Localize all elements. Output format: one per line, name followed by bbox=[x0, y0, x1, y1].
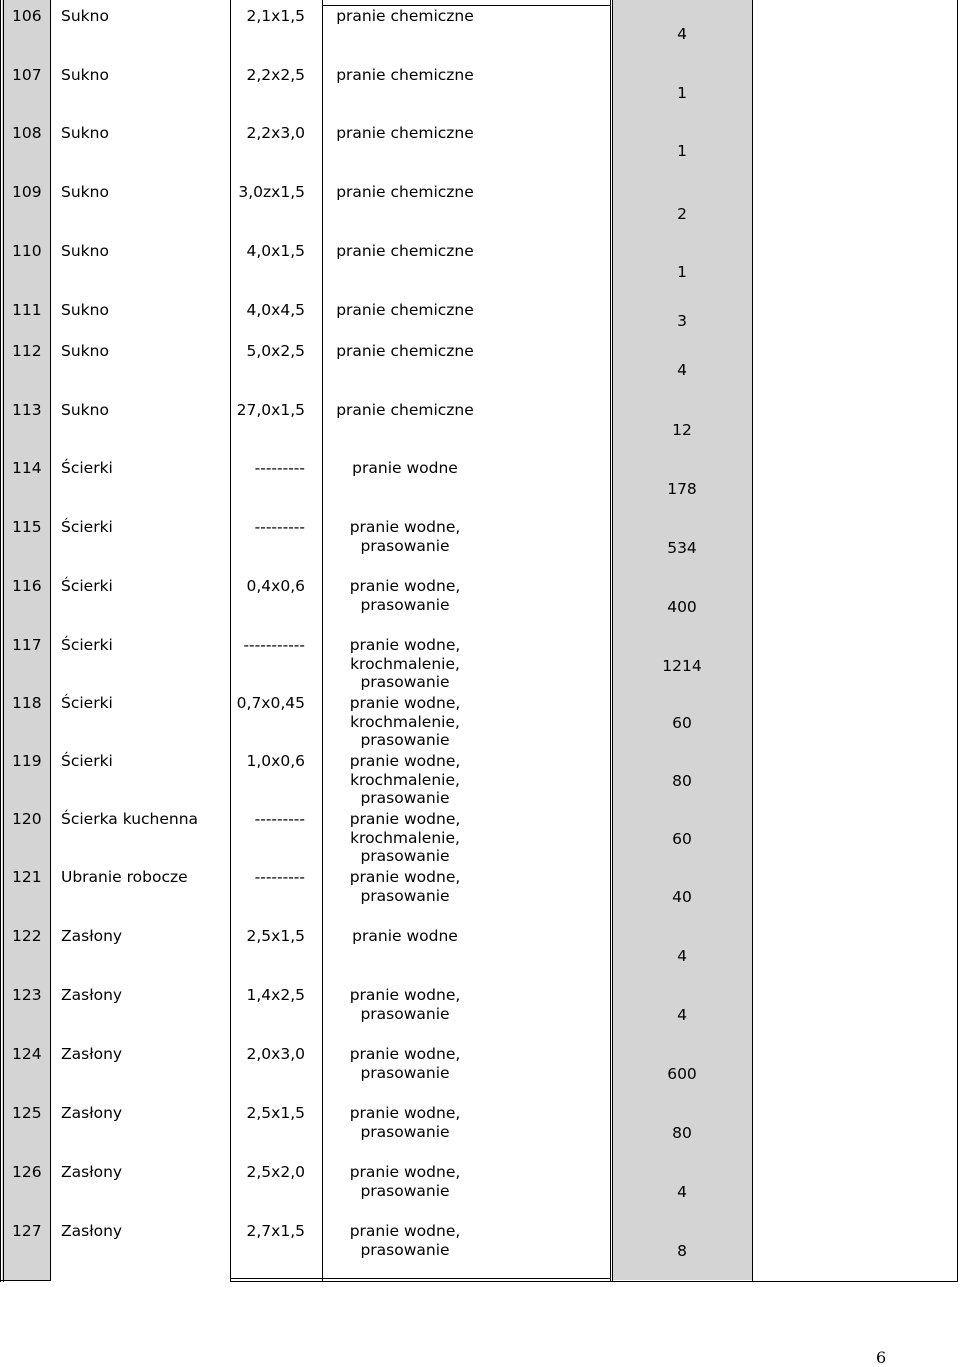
item-size: 27,0x1,5 bbox=[236, 401, 305, 419]
item-number: 116 bbox=[12, 577, 42, 595]
item-quantity: 400 bbox=[667, 598, 697, 616]
item-quantity: 60 bbox=[672, 830, 692, 848]
item-number: 125 bbox=[12, 1104, 42, 1122]
item-process: pranie wodne, prasowanie bbox=[349, 868, 461, 905]
item-name: Ścierki bbox=[61, 577, 113, 595]
quantity-column-shading bbox=[612, 0, 752, 1280]
item-quantity: 60 bbox=[672, 714, 692, 732]
item-process: pranie wodne, prasowanie bbox=[349, 1104, 461, 1141]
item-process: pranie wodne, prasowanie bbox=[349, 986, 461, 1023]
item-quantity: 534 bbox=[667, 539, 697, 557]
item-number: 119 bbox=[12, 752, 42, 770]
bottom-rule bbox=[230, 1278, 610, 1279]
item-number: 112 bbox=[12, 342, 42, 360]
item-name: Sukno bbox=[61, 7, 109, 25]
item-name: Sukno bbox=[61, 66, 109, 84]
item-number: 110 bbox=[12, 242, 42, 260]
item-process: pranie wodne, prasowanie bbox=[349, 518, 461, 555]
item-size: 3,0zx1,5 bbox=[238, 183, 305, 201]
item-size: 2,5x2,0 bbox=[246, 1163, 305, 1181]
bottom-rule-left bbox=[0, 1280, 51, 1281]
column-divider bbox=[610, 0, 611, 1282]
item-number: 121 bbox=[12, 868, 42, 886]
item-name: Zasłony bbox=[61, 1222, 123, 1240]
item-number: 118 bbox=[12, 694, 42, 712]
item-quantity: 4 bbox=[677, 947, 687, 965]
item-name: Ścierka kuchenna bbox=[61, 810, 199, 828]
item-number: 114 bbox=[12, 459, 42, 477]
item-size: 0,4x0,6 bbox=[246, 577, 305, 595]
item-process: pranie wodne, prasowanie bbox=[349, 1222, 461, 1259]
table-border-left bbox=[0, 0, 1, 1282]
bottom-rule-right bbox=[610, 1281, 958, 1282]
item-size: 2,0x3,0 bbox=[246, 1045, 305, 1063]
bottom-rule-double bbox=[230, 1281, 610, 1282]
item-size: 4,0x1,5 bbox=[246, 242, 305, 260]
item-process: pranie wodne bbox=[352, 459, 458, 477]
column-divider bbox=[322, 0, 323, 1282]
item-process: pranie chemiczne bbox=[336, 342, 474, 360]
item-quantity: 4 bbox=[677, 1006, 687, 1024]
item-quantity: 1 bbox=[677, 142, 687, 160]
item-name: Zasłony bbox=[61, 1104, 123, 1122]
item-process: pranie chemiczne bbox=[336, 124, 474, 142]
item-process: pranie chemiczne bbox=[336, 66, 474, 84]
item-process: pranie chemiczne bbox=[336, 301, 474, 319]
item-name: Sukno bbox=[61, 124, 109, 142]
item-quantity: 4 bbox=[677, 1183, 687, 1201]
item-process: pranie wodne, prasowanie bbox=[349, 1163, 461, 1200]
item-name: Ścierki bbox=[61, 694, 113, 712]
item-number: 120 bbox=[12, 810, 42, 828]
item-name: Zasłony bbox=[61, 1163, 123, 1181]
item-number: 124 bbox=[12, 1045, 42, 1063]
item-quantity: 80 bbox=[672, 1124, 692, 1142]
item-name: Zasłony bbox=[61, 986, 123, 1004]
item-size: ----------- bbox=[243, 636, 305, 654]
item-number: 106 bbox=[12, 7, 42, 25]
item-number: 123 bbox=[12, 986, 42, 1004]
column-divider-double bbox=[612, 0, 613, 1282]
item-process: pranie wodne, prasowanie bbox=[349, 577, 461, 614]
item-size: --------- bbox=[254, 868, 305, 886]
item-name: Ścierki bbox=[61, 636, 113, 654]
item-process: pranie chemiczne bbox=[336, 7, 474, 25]
item-quantity: 1 bbox=[677, 84, 687, 102]
item-size: 2,5x1,5 bbox=[246, 927, 305, 945]
item-process: pranie wodne, krochmalenie, prasowanie bbox=[349, 752, 461, 807]
item-number: 126 bbox=[12, 1163, 42, 1181]
process-column-top-rule bbox=[322, 5, 610, 6]
item-name: Zasłony bbox=[61, 927, 123, 945]
item-quantity: 12 bbox=[672, 421, 692, 439]
item-quantity: 1 bbox=[677, 263, 687, 281]
item-process: pranie wodne, krochmalenie, prasowanie bbox=[349, 694, 461, 749]
item-number: 117 bbox=[12, 636, 42, 654]
item-number: 111 bbox=[12, 301, 42, 319]
column-divider bbox=[752, 0, 753, 1282]
item-name: Ścierki bbox=[61, 518, 113, 536]
item-number: 107 bbox=[12, 66, 42, 84]
item-number: 115 bbox=[12, 518, 42, 536]
item-number: 122 bbox=[12, 927, 42, 945]
item-name: Sukno bbox=[61, 242, 109, 260]
item-name: Sukno bbox=[61, 401, 109, 419]
item-process: pranie wodne, prasowanie bbox=[349, 1045, 461, 1082]
item-size: 2,1x1,5 bbox=[246, 7, 305, 25]
item-size: 2,7x1,5 bbox=[246, 1222, 305, 1240]
item-size: 4,0x4,5 bbox=[246, 301, 305, 319]
item-size: --------- bbox=[254, 810, 305, 828]
item-quantity: 2 bbox=[677, 205, 687, 223]
item-size: --------- bbox=[254, 459, 305, 477]
item-number: 109 bbox=[12, 183, 42, 201]
item-size: 2,5x1,5 bbox=[246, 1104, 305, 1122]
item-process: pranie wodne, krochmalenie, prasowanie bbox=[349, 810, 461, 865]
item-size: --------- bbox=[254, 518, 305, 536]
item-quantity: 1214 bbox=[662, 657, 702, 675]
item-size: 2,2x3,0 bbox=[246, 124, 305, 142]
item-number: 113 bbox=[12, 401, 42, 419]
item-size: 1,4x2,5 bbox=[246, 986, 305, 1004]
item-name: Ubranie robocze bbox=[61, 868, 188, 886]
item-process: pranie chemiczne bbox=[336, 242, 474, 260]
item-size: 5,0x2,5 bbox=[246, 342, 305, 360]
item-size: 2,2x2,5 bbox=[246, 66, 305, 84]
item-process: pranie chemiczne bbox=[336, 183, 474, 201]
item-process: pranie chemiczne bbox=[336, 401, 474, 419]
item-quantity: 8 bbox=[677, 1242, 687, 1260]
item-quantity: 4 bbox=[677, 361, 687, 379]
table-border-right bbox=[957, 0, 958, 1282]
item-quantity: 40 bbox=[672, 888, 692, 906]
item-number: 108 bbox=[12, 124, 42, 142]
column-divider bbox=[50, 0, 51, 1280]
item-quantity: 600 bbox=[667, 1065, 697, 1083]
item-process: pranie wodne, krochmalenie, prasowanie bbox=[349, 636, 461, 691]
page-number: 6 bbox=[876, 1348, 887, 1367]
table-border-left-inner bbox=[3, 0, 4, 1282]
item-number: 127 bbox=[12, 1222, 42, 1240]
item-size: 0,7x0,45 bbox=[236, 694, 305, 712]
item-size: 1,0x0,6 bbox=[246, 752, 305, 770]
item-name: Sukno bbox=[61, 183, 109, 201]
item-name: Sukno bbox=[61, 342, 109, 360]
item-quantity: 4 bbox=[677, 25, 687, 43]
item-name: Zasłony bbox=[61, 1045, 123, 1063]
item-name: Ścierki bbox=[61, 459, 113, 477]
item-quantity: 178 bbox=[667, 480, 697, 498]
item-quantity: 3 bbox=[677, 312, 687, 330]
item-quantity: 80 bbox=[672, 772, 692, 790]
item-name: Ścierki bbox=[61, 752, 113, 770]
item-name: Sukno bbox=[61, 301, 109, 319]
item-process: pranie wodne bbox=[352, 927, 458, 945]
